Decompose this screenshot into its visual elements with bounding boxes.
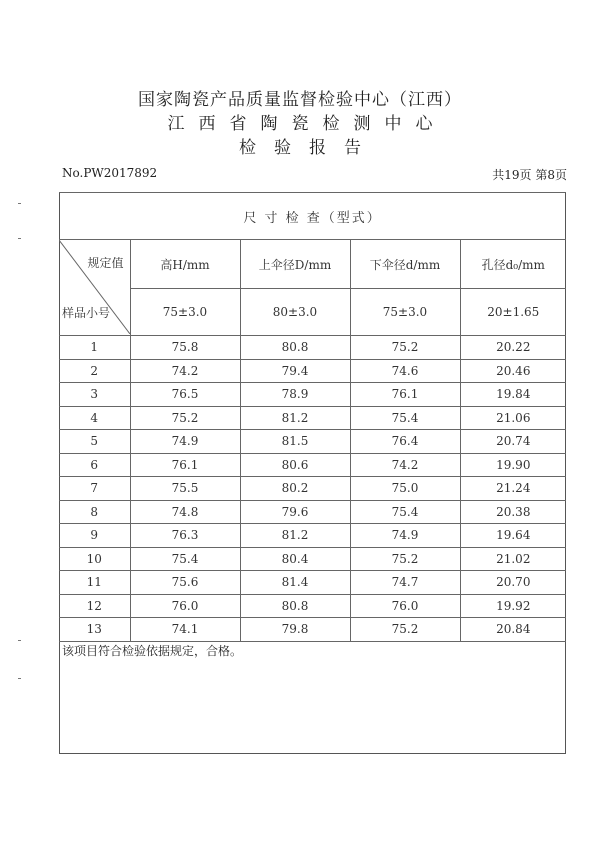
- table-row: [59, 430, 566, 454]
- table-row: [59, 383, 566, 407]
- measurement-cell: 74.9: [130, 430, 240, 454]
- sample-number: 4: [59, 406, 130, 430]
- measurement-cell: 74.2: [130, 359, 240, 383]
- table-row: [59, 594, 566, 618]
- measurement-cell: 21.06: [460, 406, 566, 430]
- measurement-cell: 74.2: [350, 453, 460, 477]
- spec-hole-diameter: 20±1.65: [460, 289, 566, 336]
- table-row: [59, 477, 566, 501]
- measurement-cell: 75.5: [130, 477, 240, 501]
- table-row: [59, 500, 566, 524]
- scan-mark: [18, 678, 21, 679]
- measurement-cell: 76.1: [350, 383, 460, 407]
- sample-number: 13: [59, 618, 130, 642]
- center-name: 国家陶瓷产品质量监督检验中心（江西）: [138, 90, 462, 110]
- measurement-cell: 21.02: [460, 547, 566, 571]
- scan-mark: [18, 640, 21, 641]
- measurement-cell: 76.0: [350, 594, 460, 618]
- spec-lower-diameter: 75±3.0: [350, 289, 460, 336]
- center-subname: 江西省陶瓷检测中心: [167, 114, 447, 134]
- measurement-cell: 81.2: [240, 524, 350, 548]
- measurement-cell: 74.8: [130, 500, 240, 524]
- measurement-cell: 79.8: [240, 618, 350, 642]
- sample-number: 12: [59, 594, 130, 618]
- table-row: [59, 547, 566, 571]
- sample-number: 5: [59, 430, 130, 454]
- measurement-cell: 19.92: [460, 594, 566, 618]
- measurement-cell: 74.9: [350, 524, 460, 548]
- table-caption: 尺 寸 检 查（型式）: [59, 193, 566, 240]
- sample-number: 8: [59, 500, 130, 524]
- measurement-cell: 76.1: [130, 453, 240, 477]
- measurement-cell: 81.2: [240, 406, 350, 430]
- measurement-cell: 20.38: [460, 500, 566, 524]
- measurement-cell: 74.7: [350, 571, 460, 595]
- dimension-table: [59, 192, 566, 642]
- table-body: [59, 336, 566, 642]
- table-row: [59, 571, 566, 595]
- measurement-cell: 80.8: [240, 336, 350, 360]
- col-header-height: 高H/mm: [130, 240, 240, 289]
- sample-number: 1: [59, 336, 130, 360]
- measurement-cell: 19.64: [460, 524, 566, 548]
- measurement-cell: 75.2: [350, 547, 460, 571]
- measurement-cell: 80.6: [240, 453, 350, 477]
- measurement-cell: 80.4: [240, 547, 350, 571]
- measurement-cell: 20.84: [460, 618, 566, 642]
- report-title: 检验报告: [239, 138, 379, 158]
- table-row: [59, 336, 566, 360]
- corner-sample-label: 样品小号: [62, 306, 111, 320]
- measurement-cell: 75.8: [130, 336, 240, 360]
- scan-mark: [18, 203, 21, 204]
- measurement-cell: 75.4: [350, 406, 460, 430]
- measurement-cell: 76.4: [350, 430, 460, 454]
- table-row: [59, 359, 566, 383]
- measurement-cell: 19.84: [460, 383, 566, 407]
- measurement-cell: 20.22: [460, 336, 566, 360]
- sample-number: 3: [59, 383, 130, 407]
- measurement-cell: 78.9: [240, 383, 350, 407]
- spec-height: 75±3.0: [130, 289, 240, 336]
- col-header-upper-diameter: 上伞径D/mm: [240, 240, 350, 289]
- measurement-cell: 75.2: [350, 618, 460, 642]
- measurement-cell: 75.4: [130, 547, 240, 571]
- table-row: [59, 453, 566, 477]
- measurement-cell: 21.24: [460, 477, 566, 501]
- col-header-hole-diameter: 孔径d₀/mm: [460, 240, 566, 289]
- measurement-cell: 75.0: [350, 477, 460, 501]
- measurement-cell: 79.6: [240, 500, 350, 524]
- measurement-cell: 20.46: [460, 359, 566, 383]
- measurement-cell: 81.4: [240, 571, 350, 595]
- measurement-cell: 80.2: [240, 477, 350, 501]
- corner-spec-label: 规定值: [87, 256, 124, 270]
- page-count: 共19页 第8页: [492, 168, 567, 182]
- measurement-cell: 74.6: [350, 359, 460, 383]
- sample-number: 7: [59, 477, 130, 501]
- table-row: [59, 524, 566, 548]
- report-number: No.PW2017892: [62, 166, 158, 180]
- measurement-cell: 75.4: [350, 500, 460, 524]
- sample-number: 10: [59, 547, 130, 571]
- measurement-cell: 75.2: [350, 336, 460, 360]
- corner-header: [59, 240, 130, 336]
- measurement-cell: 80.8: [240, 594, 350, 618]
- conclusion-text: 该项目符合检验依据规定，合格。: [62, 644, 243, 658]
- table-row: [59, 618, 566, 642]
- scan-mark: [18, 238, 21, 239]
- measurement-cell: 19.90: [460, 453, 566, 477]
- measurement-cell: 20.74: [460, 430, 566, 454]
- measurement-cell: 20.70: [460, 571, 566, 595]
- measurement-cell: 76.3: [130, 524, 240, 548]
- sample-number: 9: [59, 524, 130, 548]
- sample-number: 6: [59, 453, 130, 477]
- measurement-cell: 79.4: [240, 359, 350, 383]
- measurement-cell: 76.5: [130, 383, 240, 407]
- measurement-cell: 75.6: [130, 571, 240, 595]
- measurement-cell: 75.2: [130, 406, 240, 430]
- measurement-cell: 74.1: [130, 618, 240, 642]
- table-row: [59, 406, 566, 430]
- measurement-cell: 81.5: [240, 430, 350, 454]
- sample-number: 2: [59, 359, 130, 383]
- spec-upper-diameter: 80±3.0: [240, 289, 350, 336]
- report-titles: [0, 88, 600, 160]
- col-header-lower-diameter: 下伞径d/mm: [350, 240, 460, 289]
- measurement-cell: 76.0: [130, 594, 240, 618]
- sample-number: 11: [59, 571, 130, 595]
